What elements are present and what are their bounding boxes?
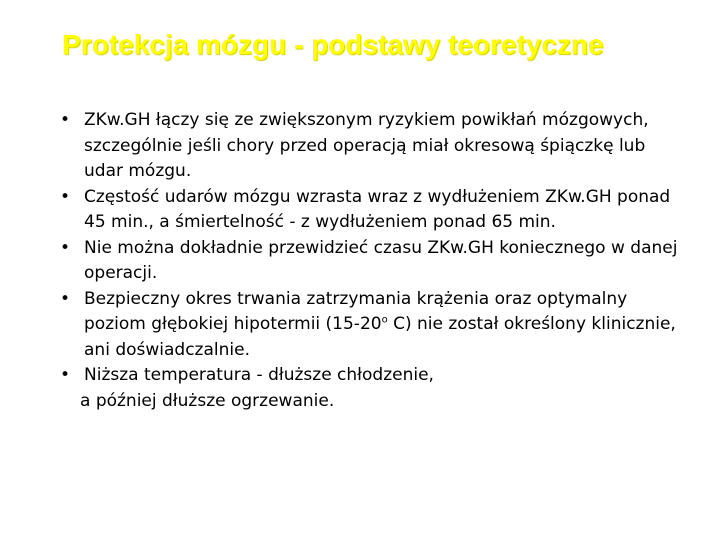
bullet-icon: • bbox=[60, 237, 71, 258]
bullet-text: ZKw.GH łączy się ze zwiększonym ryzykiem powikłań mózgowych, szczególnie jeśli chory przed operacją miał okresową śpiączkę lub udar mózgu. bbox=[84, 110, 649, 181]
bullet-icon: • bbox=[60, 186, 71, 207]
bullet-item bbox=[60, 185, 680, 236]
bullet-text-end: C) nie został określony klinicznie, ani doświadczalnie. bbox=[84, 314, 676, 360]
bullet-text-start: Bezpieczny okres trwania zatrzymania krążenia oraz optymalny poziom głębokiej hipotermii (15-20 bbox=[84, 288, 628, 334]
bullet-list bbox=[60, 108, 680, 414]
bullet-item bbox=[60, 363, 680, 389]
bullet-text: Częstość udarów mózgu wzrasta wraz z wydłużeniem ZKw.GH ponad 45 min., a śmiertelność - z wydłużeniem ponad 65 min. bbox=[84, 186, 671, 232]
bullet-icon: • bbox=[60, 365, 71, 385]
bullet-item bbox=[60, 108, 680, 185]
continuation-line: a później dłuższe ogrzewanie. bbox=[80, 390, 335, 411]
degree-superscript: o bbox=[381, 314, 388, 326]
bullet-text: Nie można dokładnie przewidzieć czasu ZKw.GH koniecznego w danej operacji. bbox=[84, 237, 678, 283]
bullet-icon: • bbox=[60, 288, 71, 309]
bullet-item bbox=[60, 236, 680, 287]
bullet-icon: • bbox=[60, 110, 71, 130]
bullet-item bbox=[60, 287, 680, 364]
bullet-text bbox=[84, 289, 676, 360]
bullet-text: Niższa temperatura - dłuższe chłodzenie, bbox=[84, 365, 434, 385]
slide-title: Protekcja mózgu - podstawy teoretyczne bbox=[62, 29, 604, 60]
